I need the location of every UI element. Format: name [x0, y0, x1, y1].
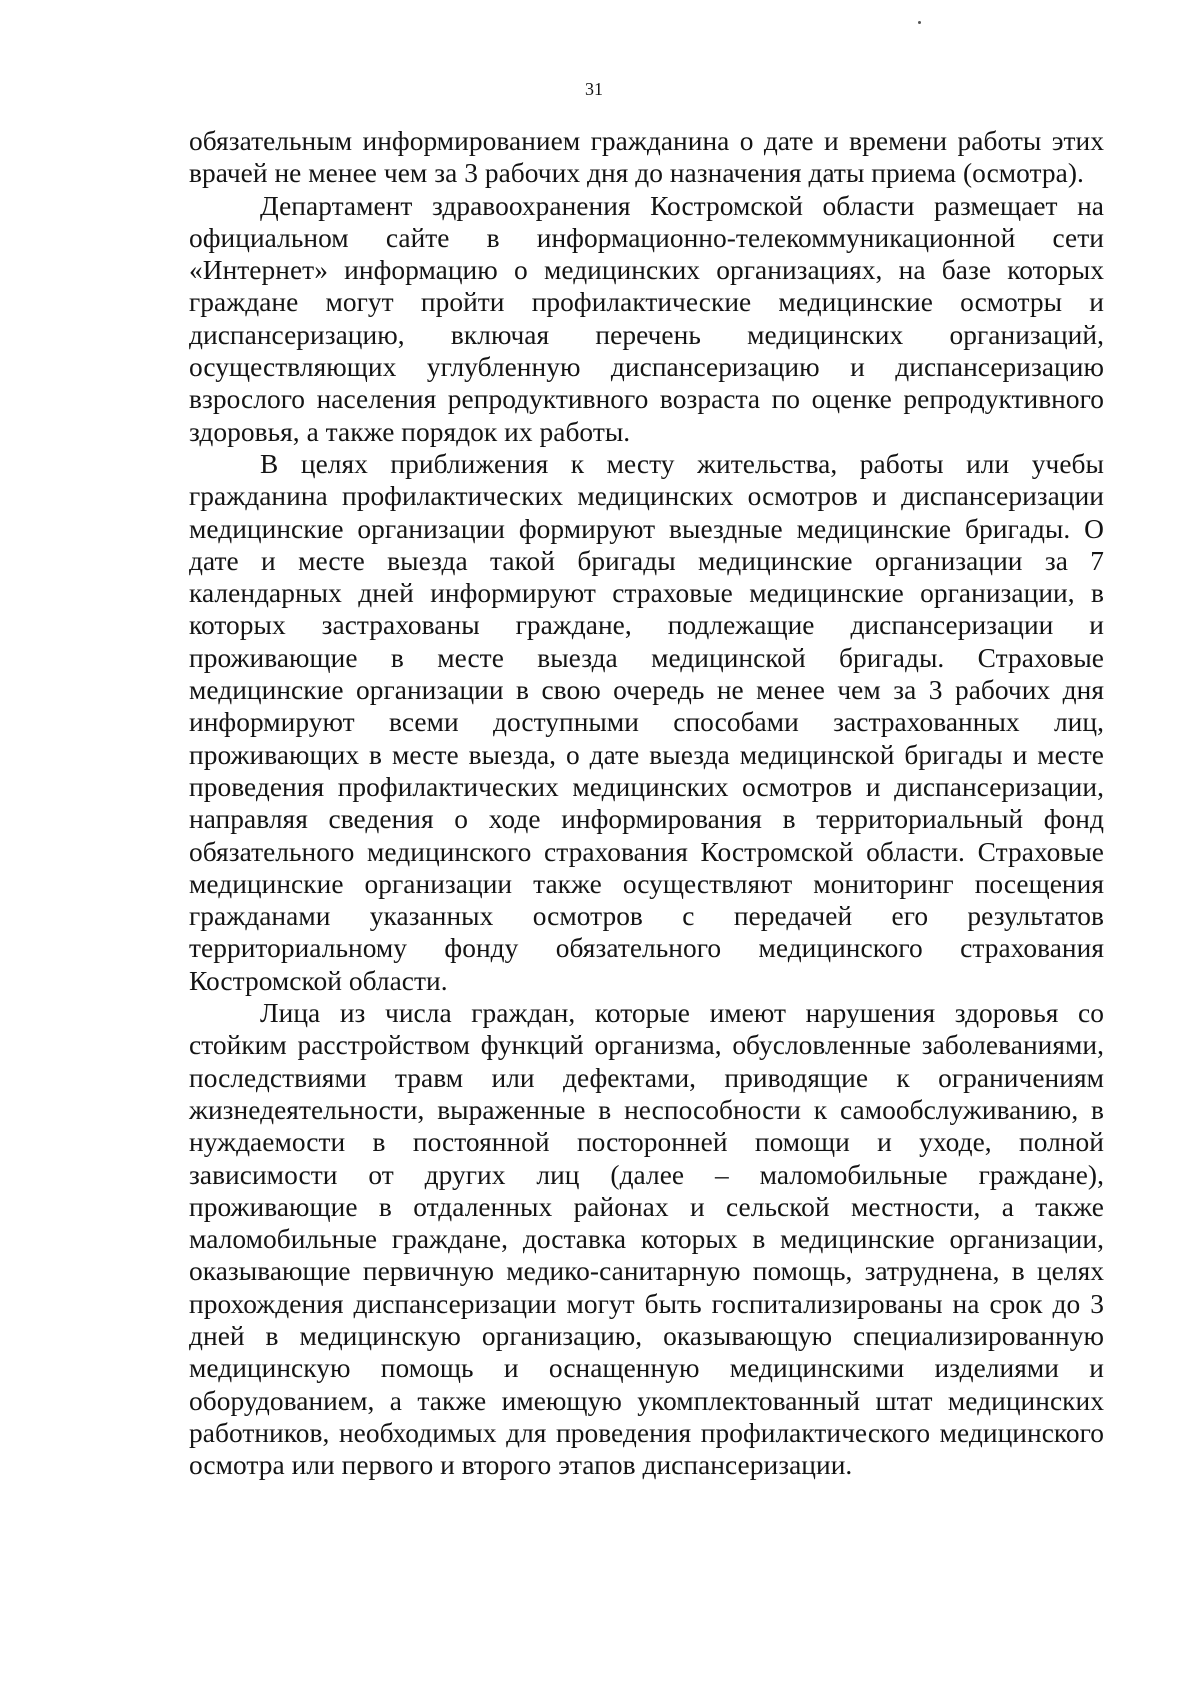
paragraph-continuation: обязательным информированием гражданина о дате и времени работы этих врачей не менее чем за 3 рабочих дня до назначения даты приема (осмотра). [189, 126, 1104, 189]
paragraph-department-website: Департамент здравоохранения Костромской области размещает на официальном сайте в информационно-телекоммуникационной сети «Интернет» информацию о медицинских организациях, на базе которых граждане могут пройти профилактические медицинские осмотры и диспансеризацию, включая перечень медицинских организаций, осуществляющих углубленную диспансеризацию и диспансеризацию взрослого населения репродуктивного возраста по оценке репродуктивного здоровья, а также порядок их работы. [189, 190, 1104, 447]
document-body [189, 125, 1104, 1481]
page-number: 31 [585, 79, 603, 99]
scan-speck [918, 21, 921, 24]
paragraph-mobile-teams: В целях приближения к месту жительства, работы или учебы гражданина профилактических медицинских осмотров и диспансеризации медицинские организации формируют выездные медицинские бригады. О дате и месте выезда такой бригады медицинские организации за 7 календарных дней информируют страховые медицинские организации, в которых застрахованы граждане, подлежащие диспансеризации и проживающие в месте выезда медицинской бригады. Страховые медицинские организации в свою очередь не менее чем за 3 рабочих дня информируют всеми доступными способами застрахованных лиц, проживающих в месте выезда, о дате выезда медицинской бригады и месте проведения профилактических медицинских осмотров и диспансеризации, направляя сведения о ходе информирования в территориальный фонд обязательного медицинского страхования Костромской области. Страховые медицинские организации также осуществляют мониторинг посещения гражданами указанных осмотров с передачей его результатов территориальному фонду обязательного медицинского страхования Костромской области. [189, 448, 1104, 996]
paragraph-limited-mobility: Лица из числа граждан, которые имеют нарушения здоровья со стойким расстройством функций организма, обусловленные заболеваниями, последствиями травм или дефектами, приводящие к ограничениям жизнедеятельности, выраженные в неспособности к самообслуживанию, в нуждаемости в постоянной посторонней помощи и уходе, полной зависимости от других лиц (далее – маломобильные граждане), проживающие в отдаленных районах и сельской местности, а также маломобильные граждане, доставка которых в медицинские организации, оказывающие первичную медико-санитарную помощь, затруднена, в целях прохождения диспансеризации могут быть госпитализированы на срок до 3 дней в медицинскую организацию, оказывающую специализированную медицинскую помощь и оснащенную медицинскими изделиями и оборудованием, а также имеющую укомплектованный штат медицинских работников, необходимых для проведения профилактического медицинского осмотра или первого и второго этапов диспансеризации. [189, 998, 1104, 1481]
